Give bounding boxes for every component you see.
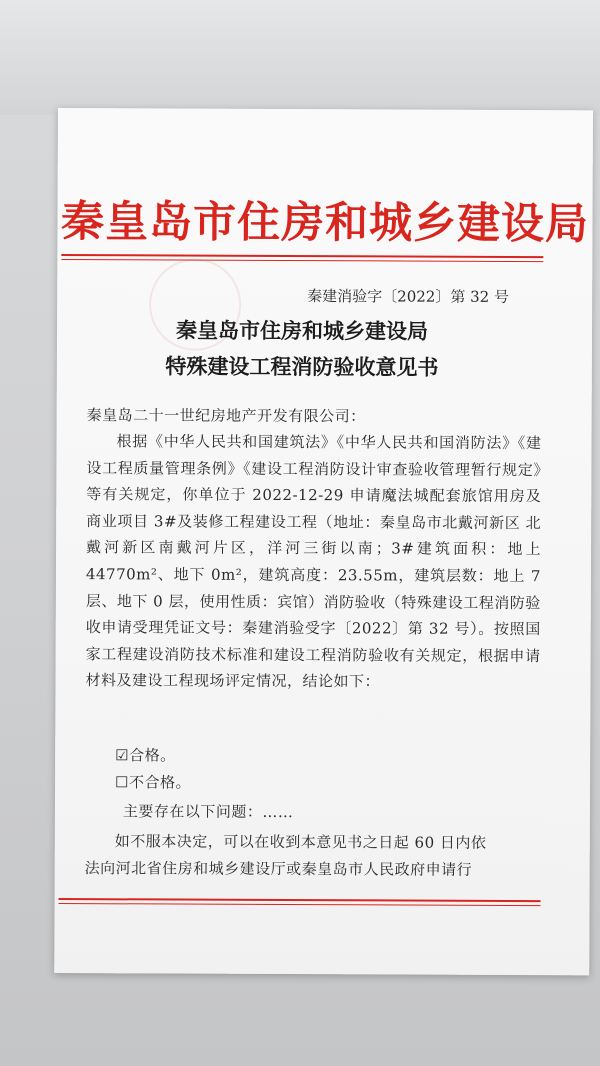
appeal-line-2: 法向河北省住房和城乡建设厅或秦皇岛市人民政府申请行 — [84, 859, 473, 879]
main-paragraph: 根据《中华人民共和国建筑法》《中华人民共和国消防法》《建设工程质量管理条例》《建设工程消防设计审查验收管理暂行规定》等有关规定，你单位于 2022-12-29 申请魔法城配套旅馆用房及商业项目 3#及装修工程建设工程（地址：秦皇岛市北戴河新区 北戴河新区南戴河片区，洋河三街以南；3#建筑面积：地上 44770m²、地下 0m²，建筑高度：23.55m，建筑层数：地上 7 层、地下 0 层，使用性质：宾馆）消防验收（特殊建设工程消防验收申请受理凭证文号：秦建消验受字〔2022〕第 32 号）。按照国家工程建设消防技术标准和建设工程消防验收有关规定，根据申请材料及建设工程现场评定情况，结论如下： — [85, 432, 542, 691]
letterhead-rule-top — [61, 254, 543, 258]
document-title-line2: 特殊建设工程消防验收意见书 — [165, 353, 439, 380]
document-title-line1: 秦皇岛市住房和城乡建设局 — [175, 317, 429, 344]
option-pass-label: 合格。 — [129, 746, 176, 765]
footer-rule-top — [59, 898, 541, 902]
letterhead-rule-bottom — [61, 259, 543, 262]
issues-line: 主要存在以下问题：…… — [122, 802, 294, 822]
checked-box-icon: ☑ — [115, 746, 130, 765]
addressee: 秦皇岛二十一世纪房地产开发有限公司： — [86, 406, 366, 426]
document-number: 秦建消验字〔2022〕第 32 号 — [307, 287, 510, 306]
option-fail-label: 不合格。 — [128, 773, 192, 792]
footer-rule-bottom — [59, 903, 541, 906]
unchecked-box-icon: ☐ — [115, 773, 130, 792]
option-pass — [115, 744, 176, 765]
appeal-line-1: 如不服本决定，可以在收到本意见书之日起 60 日内依 — [114, 832, 487, 852]
desk-background — [0, 0, 600, 115]
document-sheet — [54, 108, 593, 975]
letterhead-title: 秦皇岛市住房和城乡建设局 — [60, 197, 590, 250]
option-fail — [115, 771, 191, 792]
